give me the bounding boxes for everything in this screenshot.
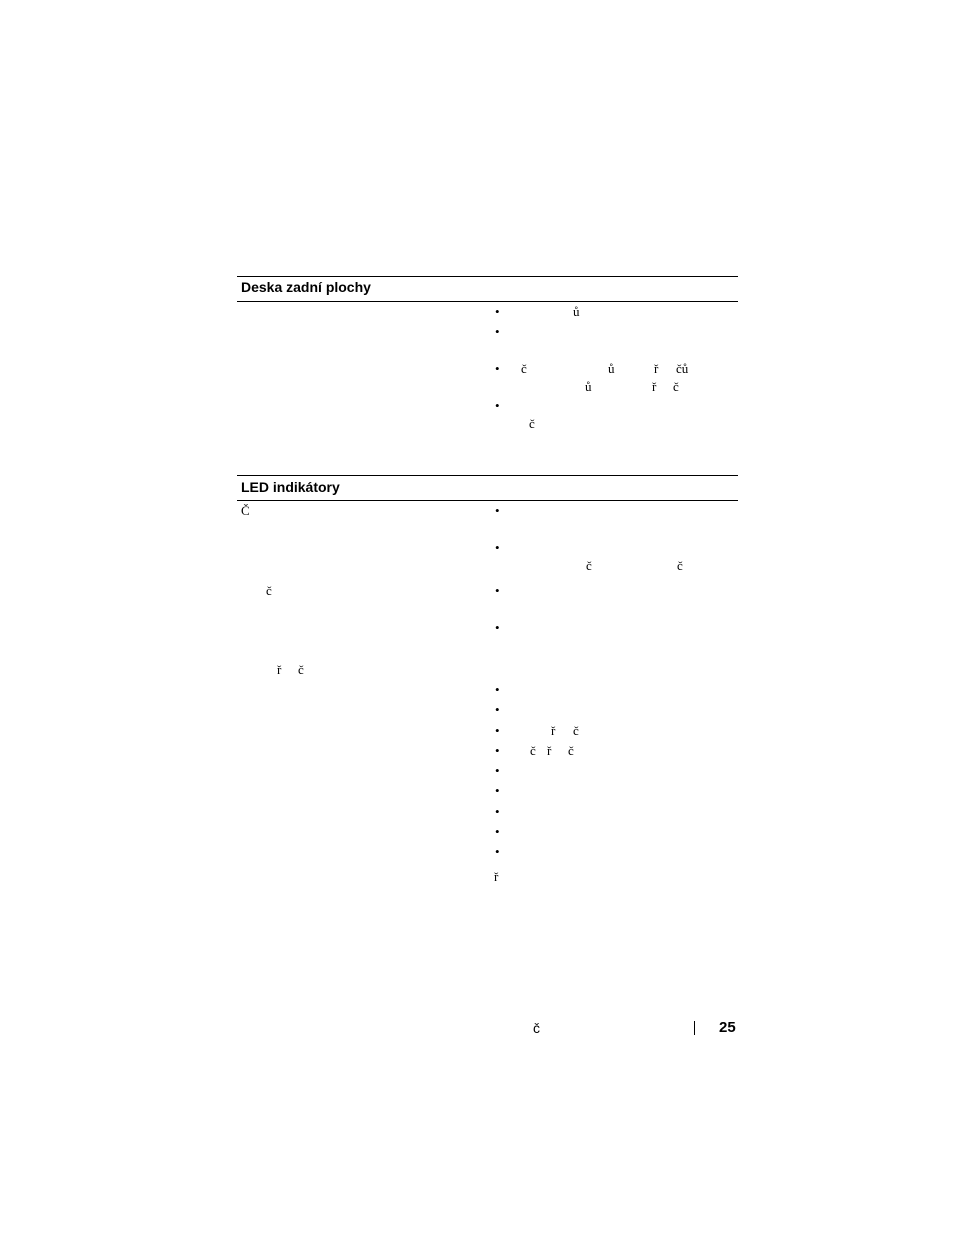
bullet: • xyxy=(495,361,500,376)
glyph: č xyxy=(568,743,574,758)
glyph: čů xyxy=(676,361,689,376)
footer-divider xyxy=(694,1021,695,1035)
section2-bottom-rule xyxy=(237,500,738,501)
glyph: č xyxy=(521,361,527,376)
bullet: • xyxy=(495,682,500,697)
glyph: ř xyxy=(547,743,552,758)
bullet: • xyxy=(495,844,500,859)
bullet: • xyxy=(495,620,500,635)
bullet: • xyxy=(495,503,500,518)
footer-text: č xyxy=(533,1020,540,1036)
section1-top-rule xyxy=(237,276,738,277)
bullet: • xyxy=(495,324,500,339)
glyph: č xyxy=(530,743,536,758)
glyph: ř xyxy=(494,869,499,884)
glyph: Č xyxy=(241,503,250,518)
glyph: č xyxy=(673,379,679,394)
glyph: ř xyxy=(551,723,556,738)
section2-heading: LED indikátory xyxy=(241,479,340,495)
section2-top-rule xyxy=(237,475,738,476)
glyph: ů xyxy=(573,304,580,319)
glyph: č xyxy=(298,662,304,677)
section1-bottom-rule xyxy=(237,301,738,302)
bullet: • xyxy=(495,723,500,738)
glyph: č xyxy=(586,558,592,573)
bullet: • xyxy=(495,398,500,413)
bullet: • xyxy=(495,583,500,598)
bullet: • xyxy=(495,783,500,798)
bullet: • xyxy=(495,824,500,839)
glyph: č xyxy=(529,416,535,431)
bullet: • xyxy=(495,540,500,555)
glyph: ů xyxy=(585,379,592,394)
glyph: ř xyxy=(652,379,657,394)
bullet: • xyxy=(495,763,500,778)
bullet: • xyxy=(495,304,500,319)
glyph: ř xyxy=(277,662,282,677)
glyph: č xyxy=(266,583,272,598)
glyph: č xyxy=(573,723,579,738)
bullet: • xyxy=(495,743,500,758)
glyph: ů xyxy=(608,361,615,376)
page-number: 25 xyxy=(719,1019,736,1036)
bullet: • xyxy=(495,702,500,717)
glyph: ř xyxy=(654,361,659,376)
bullet: • xyxy=(495,804,500,819)
section1-heading: Deska zadní plochy xyxy=(241,279,371,295)
glyph: č xyxy=(677,558,683,573)
